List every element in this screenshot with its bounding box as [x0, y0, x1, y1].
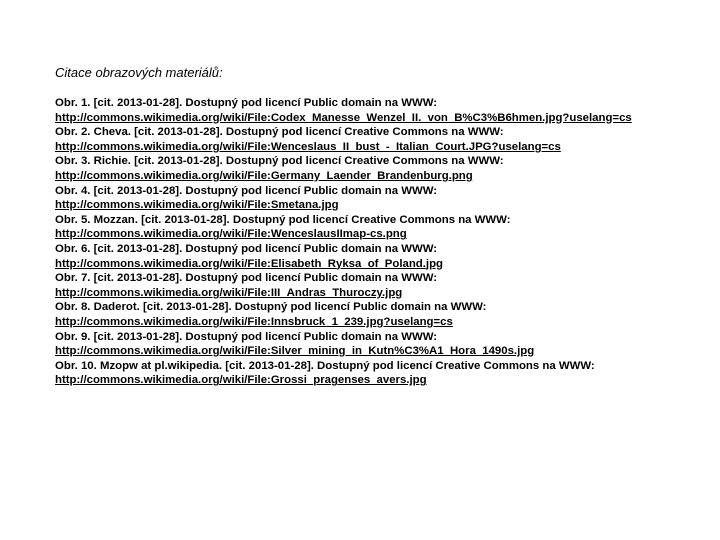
reference-4-text: [55, 184, 715, 199]
reference-text: Obr. 5. Mozzan. [cit. 2013-01-28]. Dostupný pod licencí Creative Commons na WWW:: [55, 213, 511, 226]
reference-text: Obr. 10. Mzopw at pl.wikipedia. [cit. 2013-01-28]. Dostupný pod licencí Creative Commons na WWW:: [55, 359, 595, 372]
reference-8-link-line: [55, 315, 715, 330]
reference-text: Obr. 8. Daderot. [cit. 2013-01-28]. Dostupný pod licencí Public domain na WWW:: [55, 301, 487, 314]
reference-text: Obr. 6. [cit. 2013-01-28]. Dostupný pod licencí Public domain na WWW:: [55, 242, 438, 255]
reference-text: Obr. 9. [cit. 2013-01-28]. Dostupný pod licencí Public domain na WWW:: [55, 330, 438, 343]
reference-4-link-line: [55, 198, 715, 213]
reference-text: Obr. 7. [cit. 2013-01-28]. Dostupný pod licencí Public domain na WWW:: [55, 272, 438, 285]
reference-1-text: [55, 96, 715, 111]
reference-6-link-line: [55, 257, 715, 272]
reference-text: Obr. 3. Richie. [cit. 2013-01-28]. Dostupný pod licencí Creative Commons na WWW:: [55, 155, 504, 168]
reference-link[interactable]: http://commons.wikimedia.org/wiki/File:Grossi_pragenses_avers.jpg: [55, 374, 427, 387]
reference-9-link-line: [55, 344, 715, 359]
reference-2-text: [55, 125, 715, 140]
reference-text: Obr. 4. [cit. 2013-01-28]. Dostupný pod licencí Public domain na WWW:: [55, 184, 438, 197]
reference-7-text: [55, 271, 715, 286]
reference-9-text: [55, 330, 715, 345]
reference-3-text: [55, 154, 715, 169]
reference-10-link-line: [55, 373, 715, 388]
reference-link[interactable]: http://commons.wikimedia.org/wiki/File:Silver_mining_in_Kutn%C3%A1_Hora_1490s.jpg: [55, 345, 535, 358]
reference-link[interactable]: http://commons.wikimedia.org/wiki/File:Innsbruck_1_239.jpg?uselang=cs: [55, 315, 453, 328]
reference-link[interactable]: http://commons.wikimedia.org/wiki/File:Germany_Laender_Brandenburg.png: [55, 169, 473, 182]
reference-7-link-line: [55, 286, 715, 301]
reference-link[interactable]: http://commons.wikimedia.org/wiki/File:III_Andras_Thuroczy.jpg: [55, 286, 403, 299]
citations-heading: Citace obrazových materiálů:: [55, 65, 223, 80]
reference-link[interactable]: http://commons.wikimedia.org/wiki/File:Smetana.jpg: [55, 199, 339, 212]
reference-6-text: [55, 242, 715, 257]
reference-10-text: [55, 359, 715, 374]
reference-text: Obr. 2. Cheva. [cit. 2013-01-28]. Dostupný pod licencí Creative Commons na WWW:: [55, 126, 504, 139]
references-list: [55, 96, 715, 388]
reference-1-link-line: [55, 111, 715, 126]
reference-5-text: [55, 213, 715, 228]
reference-text: Obr. 1. [cit. 2013-01-28]. Dostupný pod licencí Public domain na WWW:: [55, 97, 438, 109]
reference-link[interactable]: http://commons.wikimedia.org/wiki/File:Wenceslaus_II_bust_-_Italian_Court.JPG?uselang=cs: [55, 140, 561, 153]
reference-link[interactable]: http://commons.wikimedia.org/wiki/File:Elisabeth_Ryksa_of_Poland.jpg: [55, 257, 443, 270]
reference-8-text: [55, 300, 715, 315]
reference-link[interactable]: http://commons.wikimedia.org/wiki/File:Codex_Manesse_Wenzel_II._von_B%C3%B6hmen.jpg?uselang=cs: [55, 111, 632, 124]
reference-2-link-line: [55, 140, 715, 155]
reference-3-link-line: [55, 169, 715, 184]
reference-5-link-line: [55, 227, 715, 242]
reference-link[interactable]: http://commons.wikimedia.org/wiki/File:WenceslausIImap-cs.png: [55, 228, 407, 241]
